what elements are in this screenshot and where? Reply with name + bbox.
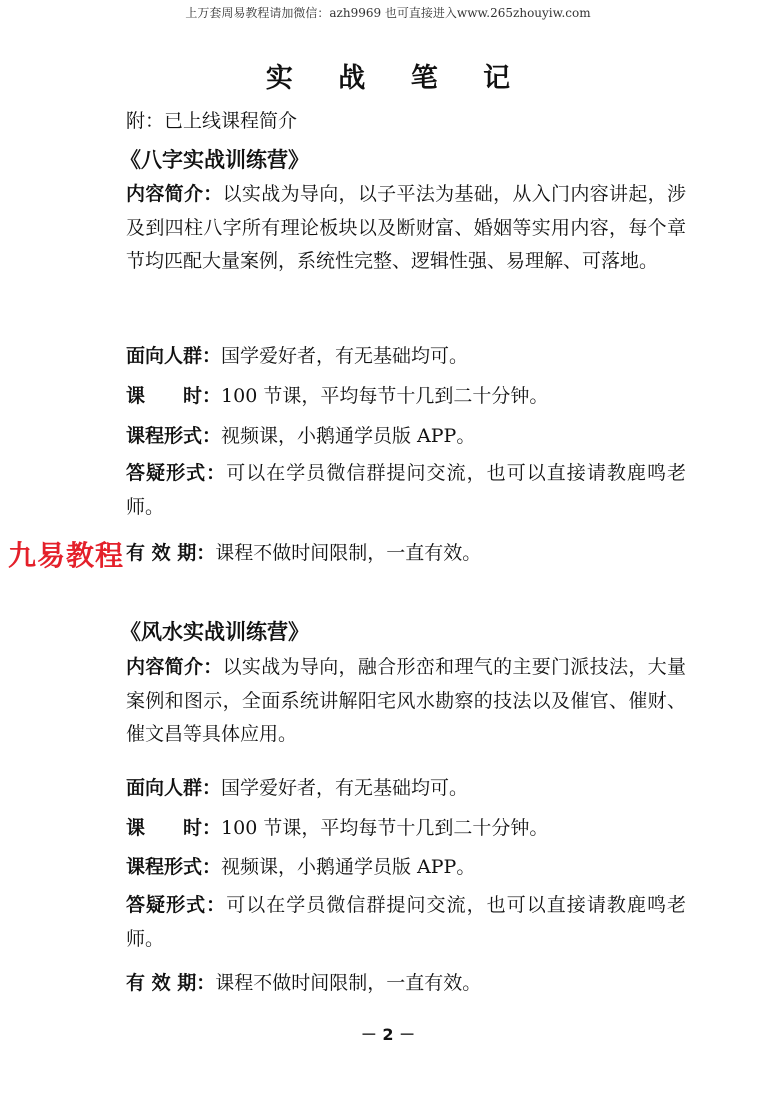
course-format [126, 420, 686, 454]
course-intro [126, 651, 686, 752]
intro-text: 以实战为导向，以子平法为基础，从入门内容讲起，涉及到四柱八字所有理论板块以及断财富、婚姻等实用内容，每个章节均匹配大量案例，系统性完整、逻辑性强、易理解、可落地。 [126, 183, 686, 272]
intro-label: 内容简介： [126, 183, 223, 205]
course-title: 《风水实战训练营》 [120, 619, 309, 644]
hours-text: 100 节课，平均每节十几到二十分钟。 [221, 817, 549, 839]
validity-text: 课程不做时间限制，一直有效。 [215, 972, 482, 994]
qa-label: 答疑形式： [126, 894, 227, 916]
intro-label: 内容简介： [126, 656, 223, 678]
audience-label: 面向人群： [126, 777, 222, 799]
hours-text: 100 节课，平均每节十几到二十分钟。 [221, 385, 549, 407]
hours-label: 课 时： [126, 385, 222, 407]
course-audience [126, 340, 686, 374]
validity-text: 课程不做时间限制，一直有效。 [215, 542, 482, 564]
course-hours [126, 812, 686, 846]
course-hours [126, 380, 686, 414]
format-label: 课程形式： [126, 425, 222, 447]
audience-label: 面向人群： [126, 345, 222, 367]
qa-label: 答疑形式： [126, 462, 227, 484]
watermark-logo: 九易教程 [6, 534, 126, 574]
course-audience [126, 772, 686, 806]
page-title: 实 战 笔 记 [265, 63, 529, 94]
validity-label: 有 效 期： [126, 542, 216, 564]
format-text: 视频课，小鹅通学员版 APP。 [221, 856, 476, 878]
format-label: 课程形式： [126, 856, 222, 878]
course-intro [126, 178, 686, 279]
qa-text: 可以在学员微信群提问交流，也可以直接请教鹿鸣老师。 [126, 462, 686, 518]
format-text: 视频课，小鹅通学员版 APP。 [221, 425, 476, 447]
subheading: 附：已上线课程简介 [126, 110, 298, 132]
hours-label: 课 时： [126, 817, 222, 839]
audience-text: 国学爱好者，有无基础均可。 [221, 345, 469, 367]
course-qa [126, 889, 686, 956]
course-validity [126, 537, 686, 571]
intro-text: 以实战为导向，融合形峦和理气的主要门派技法，大量案例和图示，全面系统讲解阳宅风水勘察的技法以及催官、催财、催文昌等具体应用。 [126, 656, 686, 745]
course-validity [126, 967, 686, 1001]
page-number: － 2 － [360, 1025, 416, 1044]
course-qa [126, 457, 686, 524]
validity-label: 有 效 期： [126, 972, 216, 994]
header-note: 上万套周易教程请加微信：azh9969 也可直接进入www.265zhouyiw.com [185, 6, 591, 20]
course-title: 《八字实战训练营》 [120, 147, 309, 172]
qa-text: 可以在学员微信群提问交流，也可以直接请教鹿鸣老师。 [126, 894, 686, 950]
course-format [126, 851, 686, 885]
audience-text: 国学爱好者，有无基础均可。 [221, 777, 469, 799]
